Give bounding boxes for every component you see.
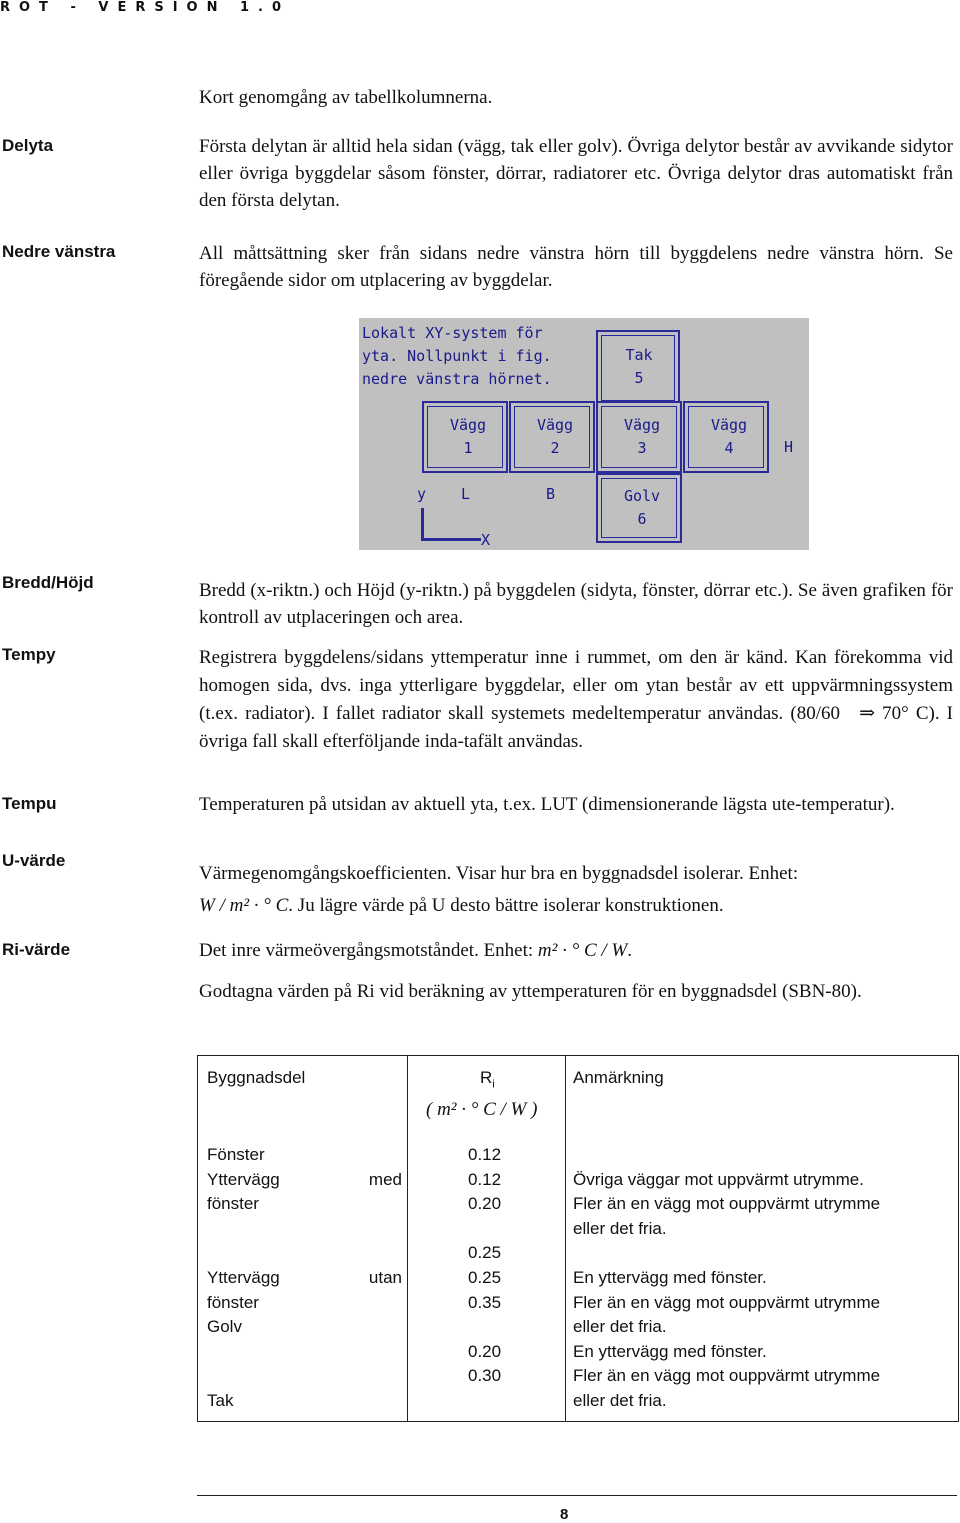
- footer-rule: [197, 1495, 957, 1496]
- table-cell-anm: Fler än en vägg mot ouppvärmt utrymme: [573, 1366, 881, 1386]
- figure-label-y: y: [417, 485, 427, 503]
- label-nedre-vanstra: Nedre vänstra: [2, 242, 116, 261]
- text-tempy: [199, 644, 953, 756]
- ri-varde-text-b: .: [627, 940, 632, 961]
- tempy-value: 70° C: [882, 703, 929, 724]
- figure-box-title: Vägg: [536, 416, 574, 434]
- figure-note-line: Lokalt XY-system för: [362, 324, 543, 342]
- table-cell-text: Yttervägg: [207, 1267, 280, 1287]
- intro-text: Kort genomgång av tabellkolumnerna.: [199, 87, 493, 108]
- ri-values-table: [197, 1055, 959, 1422]
- table-cell: [207, 1192, 402, 1217]
- table-header-ri: [480, 1068, 495, 1090]
- table-header-unit: ( m² · ° C / W ): [426, 1099, 538, 1120]
- text-u-varde: [199, 858, 953, 922]
- figure-box-vagg3: [596, 401, 682, 473]
- label-tempu: Tempu: [2, 794, 57, 813]
- table-cell-text: med: [368, 1169, 402, 1189]
- ri-varde-unit: m² · ° C / W: [537, 940, 628, 961]
- figure-box-title: Vägg: [710, 416, 748, 434]
- document-header: ROT - VERSION 1.0: [0, 0, 291, 15]
- tempy-text-a: Registrera byggdelens/sidans yttemperatur inne i rummet, om den är känd. Kan förekomma vid homogen sida, dvs. inga ytterligare byggdelar, eller om ytan består av ett uppvärmningssystem (t.ex. radiator). I fallet radiator skall systemets medeltemperatur användas. (80/60: [199, 647, 953, 724]
- table-cell-anm: Fler än en vägg mot ouppvärmt utrymme: [573, 1194, 881, 1214]
- table-cell-text: Golv: [207, 1317, 242, 1337]
- table-cell-text: Tak: [207, 1390, 234, 1410]
- implies-arrow: ⇒: [859, 703, 876, 724]
- table-cell-ri: 0.35: [468, 1292, 502, 1312]
- table-cell-anm: [573, 1143, 880, 1168]
- table-cell-anm: eller det fria.: [573, 1390, 667, 1410]
- figure-box-number: 2: [550, 439, 560, 457]
- label-tempy: Tempy: [2, 645, 56, 664]
- table-header-byggnadsdel: Byggnadsdel: [207, 1068, 306, 1087]
- text-nedre-vanstra: All måttsättning sker från sidans nedre vänstra hörn till byggdelens nedre vänstra hörn. Se föregående sidor om utplacering av byggdelar.: [199, 243, 953, 291]
- table-cell-text: fönster: [207, 1292, 259, 1312]
- table-cell-ri: 0.25: [468, 1243, 502, 1263]
- figure-box-vagg4: [683, 401, 769, 473]
- table-cell-anm: Övriga väggar mot uppvärmt utrymme.: [573, 1169, 864, 1189]
- table-cell-anm: Fler än en vägg mot ouppvärmt utrymme: [573, 1292, 881, 1312]
- text-bredd-hojd: Bredd (x-riktn.) och Höjd (y-riktn.) på byggdelen (sidyta, fönster, dörrar etc.). Se även grafiken för kontroll av utplaceringen och area.: [199, 580, 953, 628]
- table-cell: [207, 1291, 402, 1316]
- figure-label-l: L: [461, 485, 471, 503]
- xy-system-figure: [359, 318, 809, 550]
- table-cell-text: Fönster: [207, 1145, 265, 1164]
- table-cell-ri: 0.30: [468, 1366, 502, 1386]
- table-divider: [565, 1056, 566, 1421]
- text-tempu: Temperaturen på utsidan av aktuell yta, t.ex. LUT (dimensionerande lägsta ute-temperatur).: [199, 794, 895, 815]
- table-cell-text: fönster: [207, 1194, 259, 1214]
- table-cell-ri: 0.12: [468, 1145, 502, 1164]
- figure-box-number: 6: [637, 510, 647, 528]
- figure-box-title: Golv: [623, 487, 661, 505]
- figure-box-number: 5: [634, 369, 644, 387]
- table-cell: [207, 1143, 402, 1168]
- table-col-byggnadsdel: [207, 1143, 402, 1414]
- u-varde-unit: W / m² · ° C: [199, 895, 289, 916]
- figure-box-vagg1: [422, 401, 508, 473]
- figure-label-h: H: [784, 438, 794, 456]
- figure-box-number: 3: [637, 439, 647, 457]
- table-cell-anm: En yttervägg med fönster.: [573, 1267, 767, 1287]
- tempy-text-b: ). I övriga fall skall efterföljande inda-tafält användas.: [199, 703, 953, 752]
- figure-box-tak: [596, 330, 680, 406]
- u-varde-text-a: Värmegenomgångskoefficienten. Visar hur bra en byggnadsdel isolerar. Enhet:: [199, 863, 799, 884]
- figure-box-number: 4: [724, 439, 734, 457]
- figure-y-axis: [421, 508, 424, 540]
- table-cell-anm: [573, 1241, 880, 1266]
- table-cell-ri: 0.25: [468, 1267, 502, 1287]
- figure-note-line: nedre vänstra hörnet.: [362, 370, 552, 388]
- figure-box-title: Vägg: [449, 416, 487, 434]
- table-cell-anm: eller det fria.: [573, 1317, 667, 1337]
- table-cell-anm: En yttervägg med fönster.: [573, 1341, 767, 1361]
- table-divider: [407, 1056, 408, 1421]
- table-cell-ri: 0.20: [468, 1194, 502, 1214]
- figure-box-title: Vägg: [623, 416, 661, 434]
- text-ri-varde: [199, 937, 953, 964]
- figure-box-number: 1: [463, 439, 473, 457]
- label-bredd-hojd: Bredd/Höjd: [2, 573, 94, 592]
- table-cell-text: Yttervägg: [207, 1169, 280, 1189]
- u-varde-text-b: . Ju lägre värde på U desto bättre isolerar konstruktionen.: [288, 895, 724, 916]
- table-col-ri: [468, 1143, 501, 1389]
- text-ri-godtagna: Godtagna värden på Ri vid beräkning av yttemperaturen för en byggnadsdel (SBN-80).: [199, 981, 862, 1002]
- page-number: 8: [560, 1506, 569, 1523]
- figure-box-title: Tak: [625, 346, 653, 364]
- table-cell: [207, 1266, 402, 1291]
- figure-label-x: X: [481, 531, 491, 549]
- table-cell-ri: 0.20: [468, 1341, 502, 1361]
- figure-x-axis: [421, 538, 481, 541]
- label-u-varde: U-värde: [2, 851, 66, 870]
- table-cell-ri: [468, 1217, 501, 1242]
- table-cell-anm: eller det fria.: [573, 1218, 667, 1238]
- label-delyta: Delyta: [2, 136, 54, 155]
- table-cell: [207, 1315, 402, 1340]
- ri-varde-text-a: Det inre värmeövergångsmotståndet. Enhet:: [199, 940, 534, 961]
- table-cell-ri: 0.12: [468, 1169, 502, 1189]
- table-cell-text: utan: [368, 1267, 402, 1287]
- table-cell: [207, 1168, 402, 1193]
- figure-box-golv: [596, 473, 682, 543]
- table-header-anmarkning: Anmärkning: [573, 1068, 664, 1087]
- table-header-r: R: [480, 1068, 493, 1087]
- figure-box-vagg2: [509, 401, 595, 473]
- figure-label-b: B: [546, 485, 556, 503]
- table-cell: [207, 1340, 402, 1389]
- table-cell: [207, 1217, 402, 1266]
- figure-note: [362, 322, 552, 391]
- table-cell: [207, 1389, 402, 1414]
- text-delyta: Första delytan är alltid hela sidan (vägg, tak eller golv). Övriga delytor består av avvikande sidytor eller övriga byggdelar såsom fönster, dörrar, radiatorer etc. Övriga delytor dras automatiskt från den första delytan.: [199, 136, 953, 211]
- figure-note-line: yta. Nollpunkt i fig.: [362, 347, 552, 365]
- table-cell-ri: [468, 1315, 501, 1340]
- label-ri-varde: Ri-värde: [2, 940, 71, 959]
- table-header-r-sub: i: [492, 1078, 495, 1091]
- table-col-anmarkning: [573, 1143, 880, 1414]
